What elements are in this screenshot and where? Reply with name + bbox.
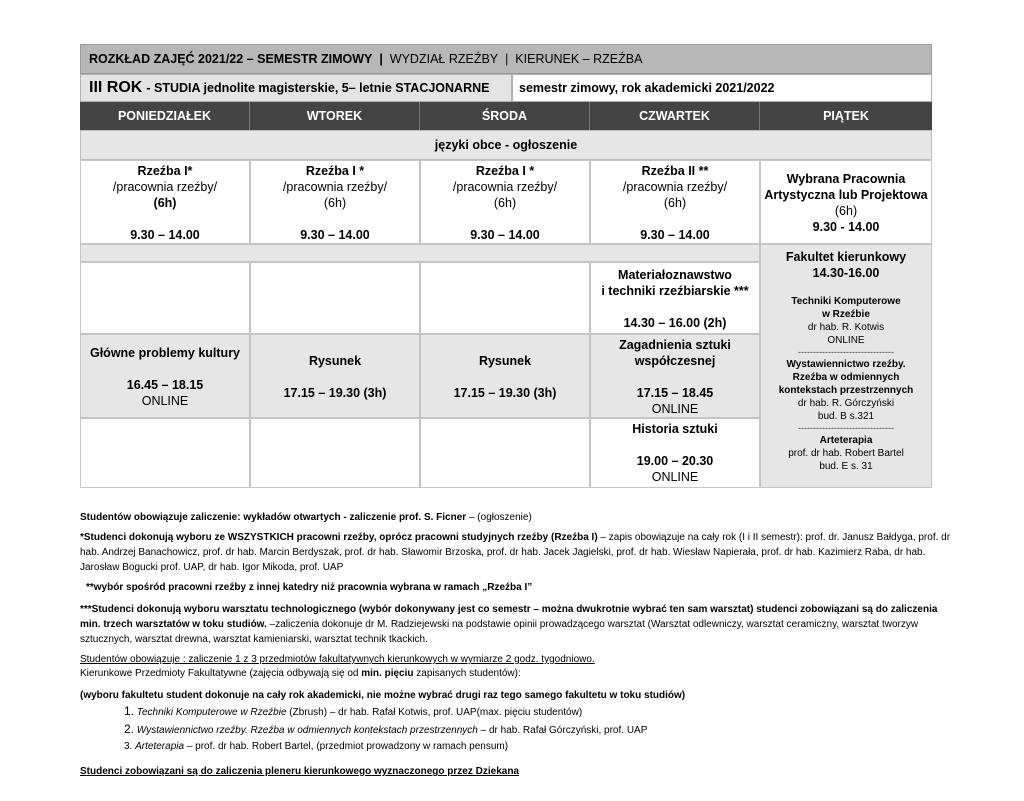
class-hours: (6h)	[153, 196, 177, 210]
class-time: 9.30 – 14.00	[640, 228, 710, 242]
electives-list	[124, 703, 944, 755]
class-title: Zagadnienia sztuki	[619, 338, 731, 352]
class-subtitle: /pracownia rzeźby/	[622, 180, 728, 194]
note-workshops	[80, 602, 960, 647]
friday-electives-cell	[760, 244, 932, 488]
elective-3-teacher: prof. dr hab. Robert Bartel	[788, 448, 904, 459]
list-number: 3.	[124, 741, 133, 752]
empty-cell	[80, 262, 250, 334]
class-hours: (6h)	[663, 196, 687, 210]
elective-2-room: bud. B s.321	[817, 411, 875, 422]
class-title: Rzeźba I *	[475, 164, 535, 178]
wednesday-sculpture-cell	[420, 160, 590, 244]
class-time: 17.15 – 18.45	[636, 386, 714, 400]
note-plein-air	[80, 764, 960, 779]
note-text-2: zapisanych studentów):	[413, 668, 521, 679]
day-header-wednesday: ŚRODA	[420, 102, 590, 130]
elective-2-teacher: dr hab. R. Górczyński	[797, 398, 895, 409]
class-time: 9.30 – 14.00	[300, 228, 370, 242]
class-title: Główne problemy kultury	[89, 346, 241, 360]
monday-culture-cell	[80, 334, 250, 418]
class-time: 9.30 – 14.00	[130, 228, 200, 242]
day-header-friday: PIĄTEK	[760, 102, 932, 130]
class-title-2: Artystyczna lub Projektowa	[764, 188, 928, 202]
class-title: Wybrana Pracownia	[786, 172, 906, 186]
elective-1-mode: ONLINE	[827, 335, 865, 346]
elective-3-room: bud. E s. 31	[819, 461, 873, 472]
thursday-history-cell	[590, 418, 760, 488]
class-title-2: współczesnej	[634, 354, 716, 368]
note-electives-minimum	[80, 666, 960, 681]
direction-name: KIERUNEK – RZEŹBA	[515, 52, 643, 66]
wednesday-drawing-cell	[420, 334, 590, 418]
note-text-bold: (wyboru fakultetu student dokonuje na cały rok akademicki, nie możne wybrać drugi raz tego samego fakultetu w toku studiów)	[80, 690, 686, 701]
elective-separator-2: --------------------------------	[798, 423, 894, 433]
list-number: 2.	[124, 722, 135, 736]
year-label: III ROK	[89, 79, 143, 96]
empty-cell	[420, 262, 590, 334]
class-time: 9.30 - 14.00	[812, 220, 880, 234]
class-time: 17.15 – 19.30 (3h)	[283, 386, 387, 400]
class-hours: (6h)	[834, 204, 858, 218]
note-electives-requirement: Studentów obowiązuje : zaliczenie 1 z 3 przedmiotów fakultatywnych kierunkowych w wymiarze 2 godz. tygodniowo.	[80, 654, 595, 665]
title-separator-2: |	[505, 52, 509, 66]
elective-3-title: Arteterapia	[819, 435, 873, 446]
note-open-lectures	[80, 510, 960, 525]
tuesday-drawing-cell	[250, 334, 420, 418]
class-time: 9.30 – 14.00	[470, 228, 540, 242]
class-mode: ONLINE	[651, 470, 699, 484]
study-type: - STUDIA jednolite magisterskie, 5– letnie STACJONARNE	[146, 81, 490, 95]
class-title: Rzeźba I*	[137, 164, 193, 178]
class-subtitle: /pracownia rzeźby/	[282, 180, 388, 194]
class-time: 16.45 – 18.15	[126, 378, 204, 392]
class-title: Rysunek	[478, 354, 532, 368]
electives-title: Fakultet kierunkowy	[785, 250, 907, 264]
note-text-bold: min. pięciu	[361, 668, 414, 679]
note-electives-rule	[80, 688, 960, 703]
note-text: Kierunkowe Przedmioty Fakultatywne (zajęcia odbywają się od	[80, 668, 362, 679]
list-item	[124, 739, 944, 755]
class-time: 14.30 – 16.00 (2h)	[623, 316, 727, 330]
list-text: – prof. dr hab. Robert Bartel, (przedmiot prowadzony w ramach pensum)	[184, 741, 509, 752]
empty-cell	[420, 418, 590, 488]
note-text: – (ogłoszenie)	[466, 512, 532, 523]
class-title: Rzeźba II **	[641, 164, 709, 178]
semester-label: semestr zimowy, rok akademicki 2021/2022	[519, 81, 775, 95]
schedule-title-bar	[80, 44, 932, 74]
empty-cell	[250, 262, 420, 334]
class-time: 19.00 – 20.30	[636, 454, 714, 468]
day-header-tuesday: WTOREK	[250, 102, 420, 130]
list-text: (Zbrush) – dr hab. Rafał Kotwis, prof. UAP(max. pięciu studentów)	[286, 707, 583, 718]
list-item	[124, 721, 944, 739]
class-subtitle: /pracownia rzeźby/	[452, 180, 558, 194]
class-mode: ONLINE	[141, 394, 189, 408]
list-item	[124, 703, 944, 721]
note-text-bold: **wybór spośród pracowni rzeźby z innej katedry niż pracownia wybrana w ramach „Rzeźba I”	[86, 582, 533, 593]
note-text-bold: ***Studenci dokonują wyboru warsztatu technologicznego (wybór dokonywany jest co semestr – można dwukrotnie wybrać ten sam warsztat) studenci zobowiązani są do zaliczenia min. trzech warsztatów w toku studiów.	[80, 604, 938, 630]
monday-sculpture-cell	[80, 160, 250, 244]
elective-2-title-3: kontekstach przestrzennych	[778, 385, 914, 396]
class-title: Rysunek	[308, 354, 362, 368]
year-bar	[80, 74, 512, 102]
list-italic: Arteterapia	[135, 741, 185, 752]
thursday-materials-cell	[590, 262, 760, 334]
electives-time: 14.30-16.00	[812, 266, 880, 280]
elective-1-teacher: dr hab. R. Kotwis	[807, 322, 885, 333]
class-title: Historia sztuki	[632, 422, 718, 436]
class-mode: ONLINE	[651, 402, 699, 416]
tuesday-sculpture-cell	[250, 160, 420, 244]
list-italic: Wystawiennictwo rzeźby. Rzeźba w odmiennych kontekstach przestrzennych	[136, 725, 478, 736]
note-text-bold: Studentów obowiązuje zaliczenie: wykładów otwartych - zaliczenie prof. S. Ficner	[80, 512, 467, 523]
class-hours: (6h)	[323, 196, 347, 210]
empty-cell	[250, 418, 420, 488]
class-title: Rzeźba I *	[305, 164, 365, 178]
title-separator: |	[379, 52, 383, 66]
elective-2-title: Wystawiennictwo rzeźby.	[786, 359, 906, 370]
schedule-title: ROZKŁAD ZAJĘĆ 2021/22 – SEMESTR ZIMOWY	[89, 52, 373, 66]
elective-1-title: Techniki Komputerowe	[791, 296, 901, 307]
semester-bar	[512, 74, 932, 102]
class-subtitle: /pracownia rzeźby/	[112, 180, 218, 194]
note-sculpture-choice	[80, 530, 960, 575]
elective-2-title-2: Rzeźba w odmiennych	[792, 372, 900, 383]
class-hours: (6h)	[493, 196, 517, 210]
note-text-bold: Studenci zobowiązani są do zaliczenia pleneru kierunkowego wyznaczonego przez Dziekana	[80, 766, 519, 777]
friday-studio-cell	[760, 160, 932, 244]
day-header-monday: PONIEDZIAŁEK	[80, 102, 250, 130]
faculty-name: WYDZIAŁ RZEŹBY	[389, 52, 499, 66]
list-text: – dr hab. Rafał Górczyński, prof. UAP	[477, 725, 648, 736]
note-other-department	[80, 580, 960, 595]
elective-1-title-2: w Rzeźbie	[822, 309, 870, 320]
list-number: 1.	[124, 704, 135, 718]
day-header-thursday: CZWARTEK	[590, 102, 760, 130]
note-text-bold: *Studenci dokonują wyboru ze WSZYSTKICH pracowni rzeźby, oprócz pracowni studyjnych rzeźby (Rzeźba I)	[80, 532, 598, 543]
note-text: – zapis obowiązuje na cały rok (I i II semestr): prof. dr. Janusz Bałdyga, prof. dr hab. Andrzej Banachowicz, prof. dr hab. Marcin Berdyszak, prof. dr hab. Sławomir Brzoska, prof. dr hab. Jacek Jagielski, prof. dr hab. Wiesław Napierała, prof. dr hab. Kazimierz Raba, dr hab. Jarosław Bogucki prof. UAP, dr hab. Igor Mikoda, prof. UAP	[80, 532, 951, 573]
empty-cell	[80, 418, 250, 488]
class-title-2: i techniki rzeźbiarskie ***	[601, 284, 749, 298]
class-title: Materiałoznawstwo	[618, 268, 732, 282]
elective-separator: --------------------------------	[798, 347, 894, 357]
class-time: 17.15 – 19.30 (3h)	[453, 386, 557, 400]
note-text: –zaliczenia dokonuje dr M. Radziejewski na podstawie opinii prowadzącego warsztat (Warsztat odlewniczy, warsztat ceramiczny, warsztat tworzyw sztucznych, warsztat drewna, warsztat kamieniarski, warsztat technik tkackich.	[80, 619, 919, 645]
list-italic: Techniki Komputerowe w Rzeźbie	[136, 707, 287, 718]
separator-strip	[80, 244, 760, 262]
thursday-sculpture-cell	[590, 160, 760, 244]
thursday-contemporary-cell	[590, 334, 760, 418]
languages-row: języki obce - ogłoszenie	[80, 130, 932, 160]
